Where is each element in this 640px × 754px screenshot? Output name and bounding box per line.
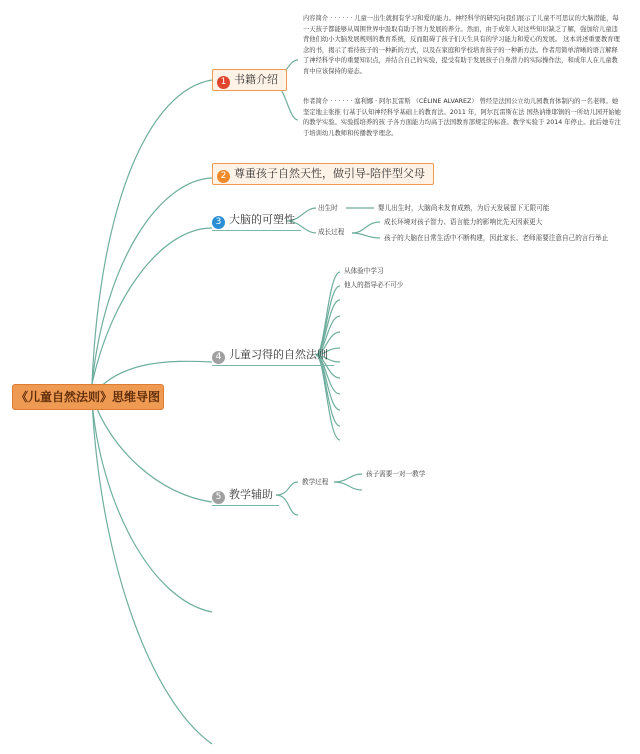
number-2-badge: 2 <box>217 170 230 183</box>
subtopic-growth[interactable]: 成长过程 <box>318 228 345 236</box>
branch-label: 教学辅助 <box>229 488 273 501</box>
branch-natural-laws[interactable] <box>212 345 334 366</box>
detail-growth-1: 成长环境对孩子智力、语言能力的影响比先天因素更大 <box>384 218 543 226</box>
root-node[interactable]: 《儿童自然法则》思维导图 <box>12 384 164 410</box>
subtopic-guidance-needed[interactable]: 他人的指导必不可少 <box>344 281 404 289</box>
branch-brain-plasticity[interactable] <box>212 210 301 231</box>
detail-one-on-one: 孩子需要一对一教学 <box>366 470 426 478</box>
branch-label: 尊重孩子自然天性，做引导-陪伴型父母 <box>234 167 425 180</box>
branch-teaching-aids[interactable] <box>212 485 279 506</box>
branch-label: 书籍介绍 <box>234 73 278 86</box>
number-1-badge: 1 <box>217 76 230 89</box>
branch-respect-nature[interactable] <box>212 163 434 185</box>
subtopic-teaching-process[interactable]: 教学过程 <box>302 478 329 486</box>
branch-label: 大脑的可塑性 <box>229 213 295 226</box>
number-4-badge: 4 <box>212 351 225 364</box>
subtopic-learn-by-experience[interactable]: 从体验中学习 <box>344 267 384 275</box>
author-summary-paragraph: 作者简介 · · · · · · 塞利娜 · 阿尔瓦雷斯 （CÉLINE ALVAREZ） 曾经是法国公立幼儿园教育体制内的一名老师。她坚定地主张推 行基于认知神经科学基础上的教育法。2011 年，阿尔瓦雷斯在法 国热讷维耶镇的一所幼儿园开始她的教学实验。实验摇培养的孩 子各方面能力均高于法国教育部规定的标准。教学实验于 2014 年停止。此后她专注于培训幼儿教师和传播教学理念。 <box>303 98 621 137</box>
number-3-badge: 3 <box>212 216 225 229</box>
detail-at-birth: 婴儿出生时，大脑尚未发育成熟，为后天发展留下无限可能 <box>378 204 550 212</box>
subtopic-at-birth[interactable]: 出生时 <box>318 204 338 212</box>
branch-label: 儿童习得的自然法则 <box>229 348 328 361</box>
number-5-badge: 5 <box>212 491 225 504</box>
detail-growth-2: 孩子的大脑在日常生活中不断构建，因此家长、老师需要注意自己的言行举止 <box>384 234 609 242</box>
branch-book-intro[interactable] <box>212 69 287 91</box>
content-summary-paragraph: 内容简介 · · · · · · 儿童一出生就拥有学习和爱的能力。神经科学的研究向我们展示了儿童不可思议的大脑潜能，每一天孩子都能够从周围世界中汲取有助于智力发展的养分。然而，由于成年人对这些知识缺乏了解，强加给儿童违背他们幼小大脑发展规则的教育系统，反而阻碍了孩子们天生具有的学习能力和爱心的发展。 这本讲述重要教育理念的书，揭示了看待孩子的一种新的方式，以及在家庭和学校培育孩子的一种新方法。作者用简单清晰的语言解释了神经科学中的重要知识点，并结合自己的实验，提受有助于发展孩子自身潜力的实际操作法，和成年人在儿童教育中应该保持的姿态。 <box>303 15 620 75</box>
